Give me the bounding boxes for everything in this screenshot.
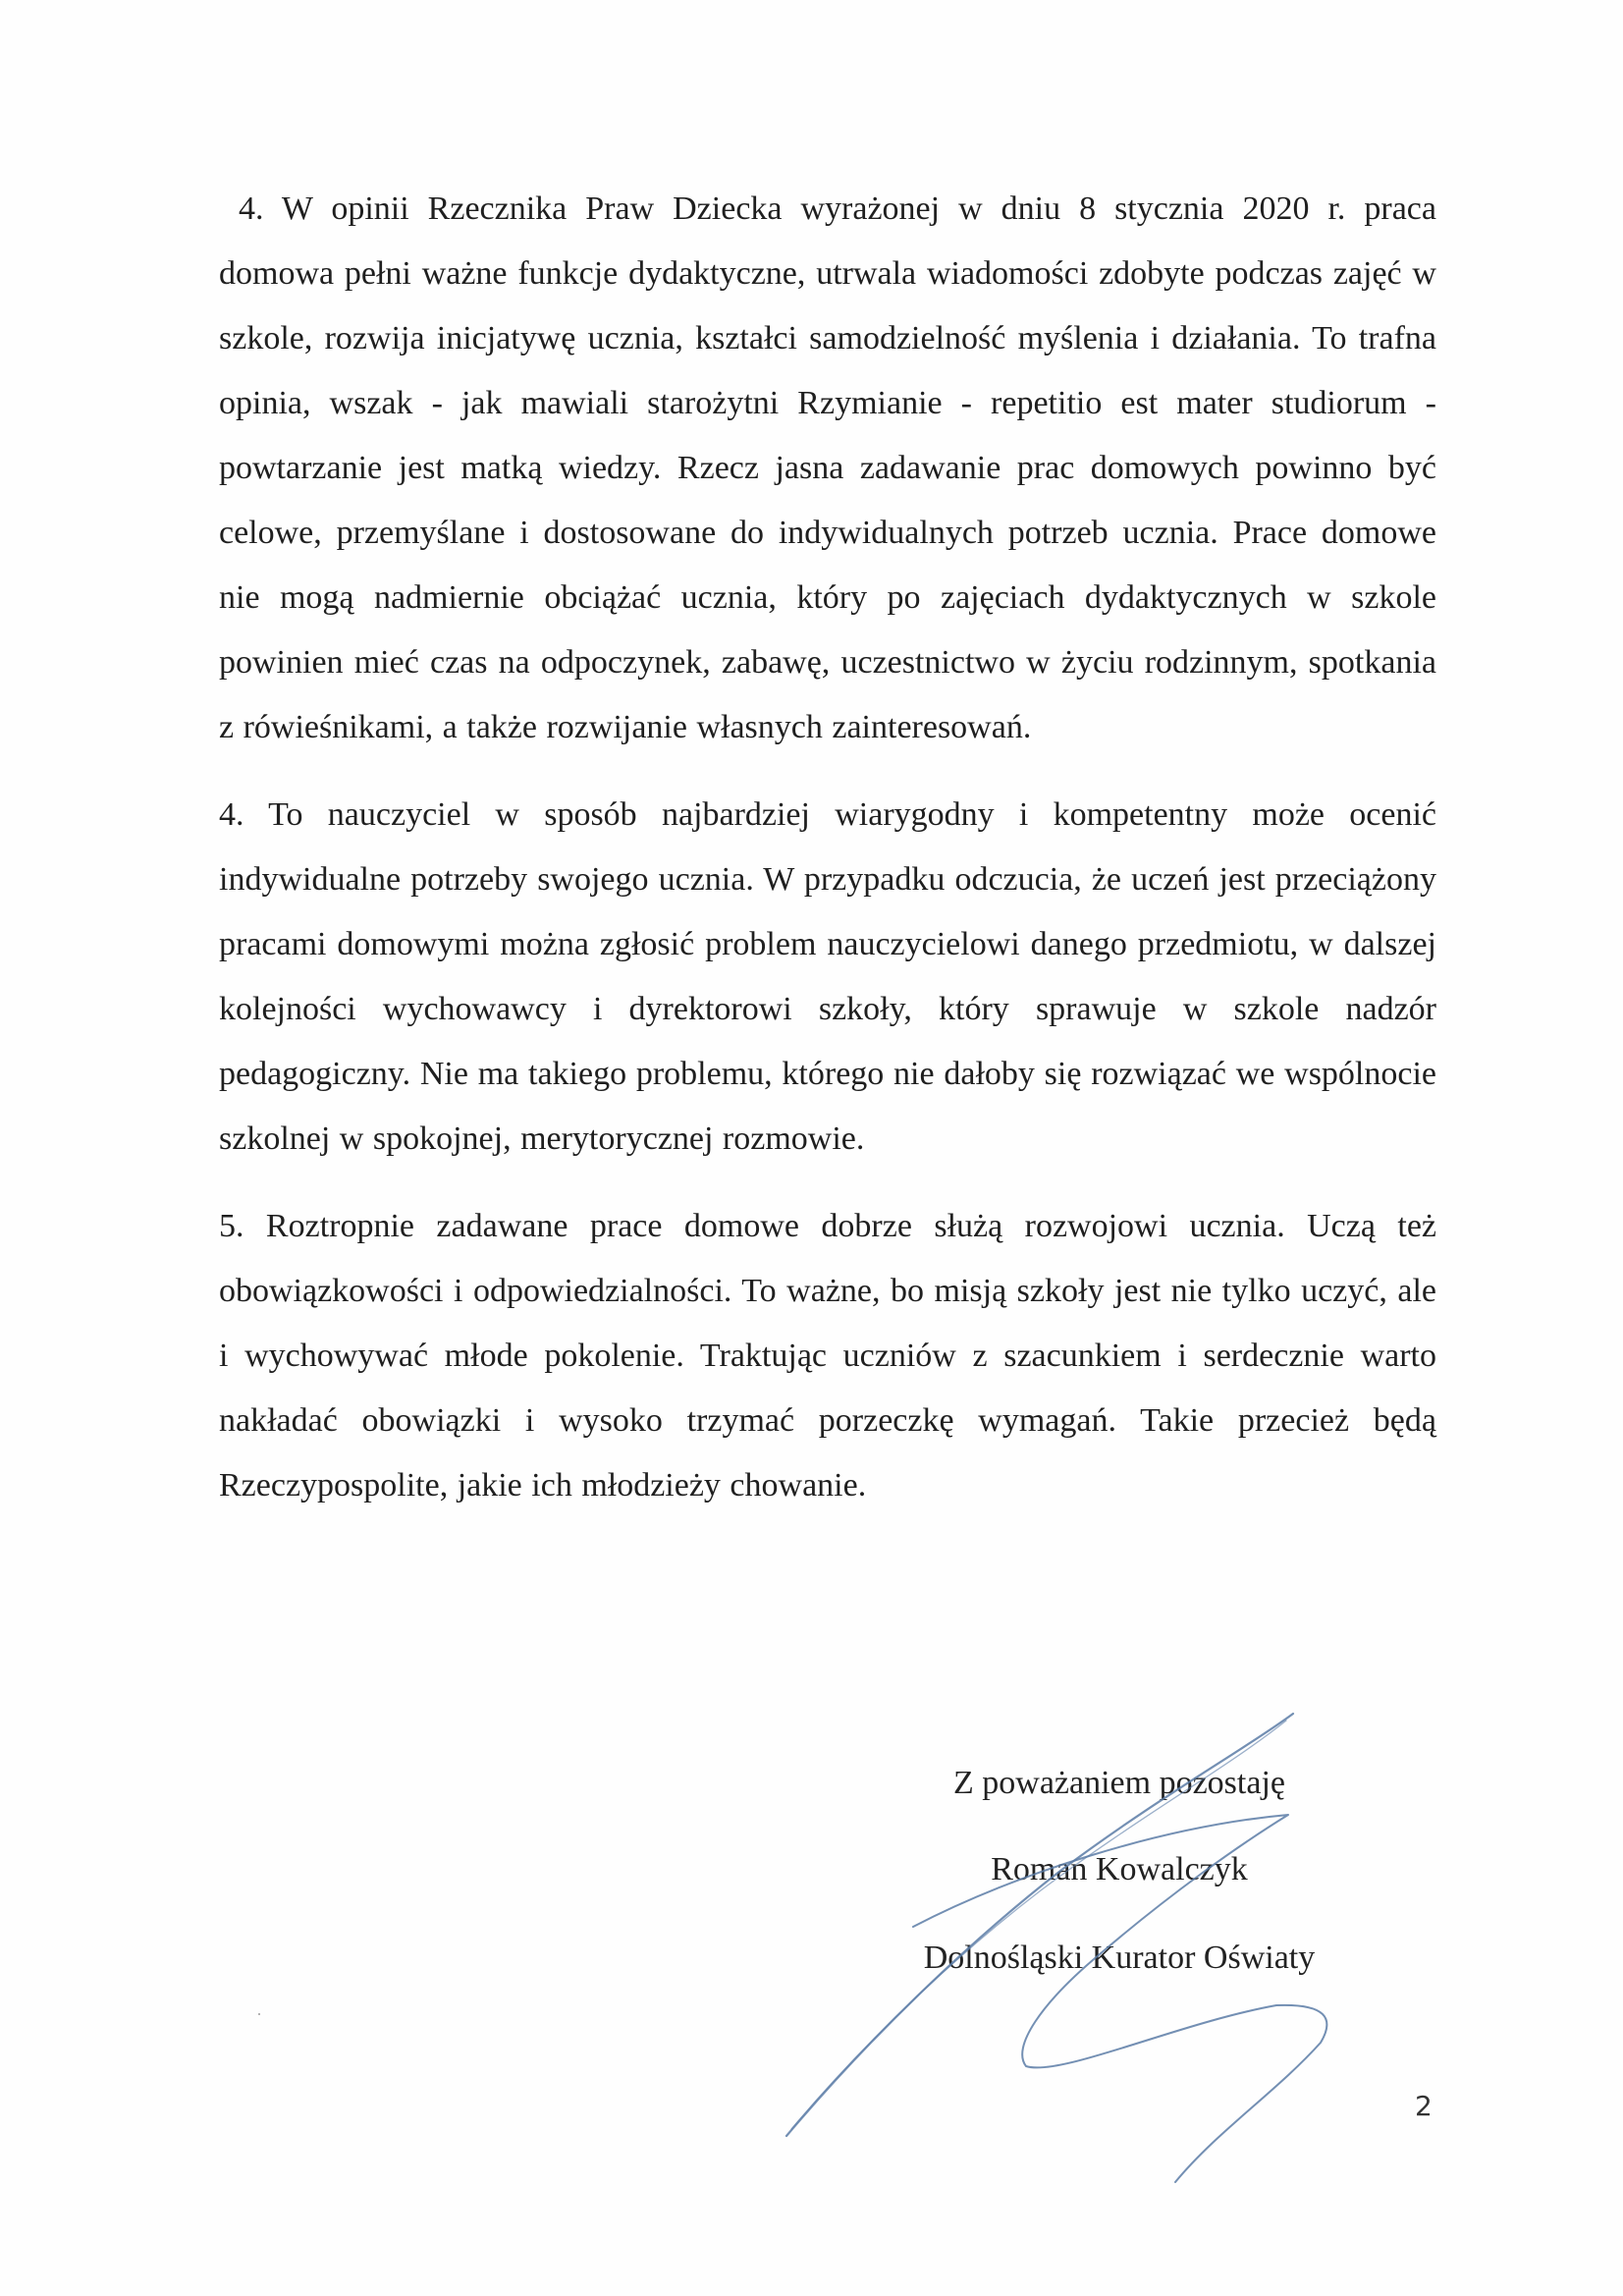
paragraph-opinion-rpd: 4. W opinii Rzecznika Praw Dziecka wyrażonej w dniu 8 stycznia 2020 r. praca domowa pełni ważne funkcje dydaktyczne, utrwala wiadomości zdobyte podczas zajęć w szkole, rozwija inicjatywę ucznia, kształci samodzielność myślenia i działania. To trafna opinia, wszak - jak mawiali starożytni Rzymianie - repetitio est mater studiorum - powtarzanie jest matką wiedzy. Rzecz jasna zadawanie prac domowych powinno być celowe, przemyślane i dostosowane do indywidualnych potrzeb ucznia. Prace domowe nie mogą nadmiernie obciążać ucznia, który po zajęciach dydaktycznych w szkole powinien mieć czas na odpoczynek, zabawę, uczestnictwo w życiu rodzinnym, spotkania z rówieśnikami, a także rozwijanie własnych zainteresowań. (219, 191, 1436, 745)
signatory-title: Dolnośląski Kurator Oświaty (923, 1940, 1316, 1976)
letter-body (219, 177, 1436, 1518)
scan-artifact (258, 2013, 260, 2015)
paragraph-homework-benefits: 5. Roztropnie zadawane prace domowe dobrze służą rozwojowi ucznia. Uczą też obowiązkowości i odpowiedzialności. To ważne, bo misją szkoły jest nie tylko uczyć, ale i wychowywać młode pokolenie. Traktując uczniów z szacunkiem i serdecznie warto nakładać obowiązki i wysoko trzymać porzeczkę wymagań. Takie przecież będą Rzeczypospolite, jakie ich młodzieży chowanie. (219, 1208, 1436, 1503)
signatory-name: Roman Kowalczyk (991, 1851, 1248, 1887)
paragraph-teacher-assessment: 4. To nauczyciel w sposób najbardziej wiarygodny i kompetentny może ocenić indywidualne potrzeby swojego ucznia. W przypadku odczucia, że uczeń jest przeciążony pracami domowymi można zgłosić problem nauczycielowi danego przedmiotu, w dalszej kolejności wychowawcy i dyrektorowi szkoły, który sprawuje w szkole nadzór pedagogiczny. Nie ma takiego problemu, którego nie dałoby się rozwiązać we wspólnocie szkolnej w spokojnej, merytorycznej rozmowie. (219, 796, 1436, 1157)
closing-salutation: Z poważaniem pozostaję (953, 1765, 1285, 1801)
page-number: 2 (1415, 2090, 1433, 2122)
